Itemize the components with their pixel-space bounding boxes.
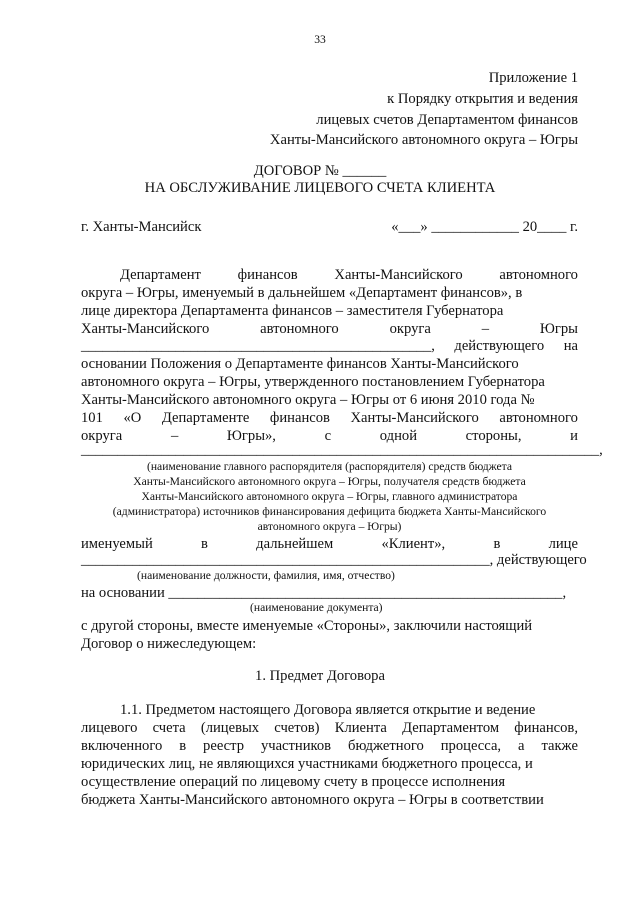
text-line: осуществление операций по лицевому счету в процессе исполнения [81, 774, 506, 790]
note-line: Ханты-Мансийского автономного округа – Югры, получателя средств бюджета [133, 475, 526, 488]
appendix-line: к Порядку открытия и ведения [387, 91, 578, 107]
note-document: (наименование документа) [250, 601, 383, 614]
blank-fill-line: _______________________________________________________________________, [81, 442, 603, 458]
justified-line: включенного в реестр участников бюджетного процесса, а также [81, 738, 578, 754]
section-title: 1. Предмет Договора [255, 668, 385, 684]
document-title-line1: ДОГОВОР № ______ [253, 163, 387, 179]
text-line: лице директора Департамента финансов – заместителя Губернатора [81, 303, 504, 319]
text-line: с другой стороны, вместе именуемые «Стороны», заключили настоящий [81, 618, 533, 634]
note-line: Ханты-Мансийского автономного округа – Югры, главного администратора [141, 490, 518, 503]
note-representative: (наименование должности, фамилия, имя, отчество) [137, 569, 395, 582]
justified-line: округа – Югры», с одной стороны, и [81, 428, 578, 444]
note-line: (наименование главного распорядителя (распорядителя) средств бюджета [146, 460, 513, 473]
justified-line: 101 «О Департаменте финансов Ханты-Мансийского автономного [81, 410, 578, 426]
justified-line: Департамент финансов Ханты-Мансийского автономного [120, 267, 578, 283]
signing-date: «___» ____________ 20____ г. [391, 219, 578, 235]
text-line: Ханты-Мансийского автономного округа – Югры от 6 июня 2010 года № [81, 392, 535, 408]
appendix-line: Приложение 1 [488, 70, 578, 86]
note-line: (администратора) источников финансирования дефицита бюджета Ханты-Мансийского [112, 505, 547, 518]
client-line: именуемый в дальнейшем «Клиент», в лице [81, 536, 578, 552]
text-line: юридических лиц, не являющихся участниками бюджетного процесса, и [81, 756, 533, 772]
text-line: 1.1. Предметом настоящего Договора является открытие и ведение [120, 702, 536, 718]
justified-line: ________________________________________________, действующего на [81, 338, 578, 354]
text-line: автономного округа – Югры, утвержденного постановлением Губернатора [81, 374, 545, 390]
representative-line: ________________________________________________________, действующего [81, 552, 587, 568]
document-title-line2: НА ОБСЛУЖИВАНИЕ ЛИЦЕВОГО СЧЕТА КЛИЕНТА [144, 180, 496, 196]
justified-line: лицевого счета (лицевых счетов) Клиента Департаментом финансов, [81, 720, 578, 736]
appendix-line: лицевых счетов Департаментом финансов [316, 112, 578, 128]
place-of-signing: г. Ханты-Мансийск [81, 219, 202, 235]
text-line: основании Положения о Департаменте финансов Ханты-Мансийского [81, 356, 519, 372]
basis-line: на основании ______________________________________________________, [81, 585, 567, 601]
justified-line: Ханты-Мансийского автономного округа – Югры [81, 321, 578, 337]
text-line: бюджета Ханты-Мансийского автономного округа – Югры в соответствии [81, 792, 544, 808]
page-number: 33 [314, 33, 326, 46]
appendix-line: Ханты-Мансийского автономного округа – Югры [269, 132, 578, 148]
text-line: Договор о нижеследующем: [81, 636, 257, 652]
text-line: округа – Югры, именуемый в дальнейшем «Департамент финансов», в [81, 285, 523, 301]
note-line: автономного округа – Югры) [257, 520, 402, 533]
